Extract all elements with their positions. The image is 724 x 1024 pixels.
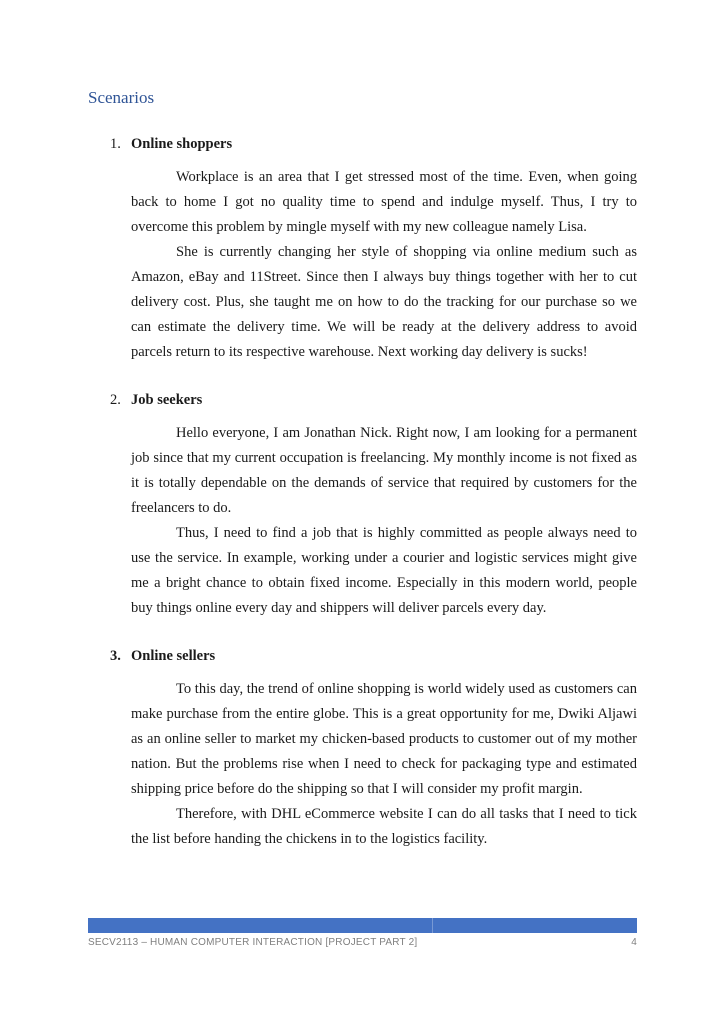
section-online-sellers (88, 644, 637, 852)
footer-course-label: SECV2113 – HUMAN COMPUTER INTERACTION [PROJECT PART 2] (88, 937, 418, 948)
footer-page-number: 4 (631, 937, 637, 948)
paragraph: Workplace is an area that I get stressed most of the time. Even, when going back to home I got no quality time to spend and indulge myself. Thus, I try to overcome this problem by mingle myself with my new colleague namely Lisa. (131, 169, 637, 235)
section-title: Online sellers (131, 648, 216, 664)
paragraph: Thus, I need to find a job that is highly committed as people always need to use the service. In example, working under a courier and logistic services might give me a bright chance to obtain fixed income. Especially in this modern world, people buy things online every day and shippers will deliver parcels every day. (131, 525, 637, 616)
section-number: 1. (110, 136, 121, 152)
section-title: Online shoppers (131, 136, 233, 152)
section-heading (88, 644, 637, 669)
page-footer (88, 937, 637, 948)
page-title: Scenarios (88, 88, 155, 107)
section-heading (88, 132, 637, 157)
section-heading (88, 388, 637, 413)
section-number: 3. (110, 648, 121, 664)
paragraph: Therefore, with DHL eCommerce website I can do all tasks that I need to tick the list before handing the chickens in to the logistics facility. (131, 806, 637, 847)
section-title: Job seekers (131, 392, 203, 408)
section-job-seekers (88, 388, 637, 621)
paragraph: Hello everyone, I am Jonathan Nick. Right now, I am looking for a permanent job since that my current occupation is freelancing. My monthly income is not fixed as it is totally dependable on the demands of service that required by customers for the freelancers to do. (131, 425, 637, 516)
section-online-shoppers (88, 132, 637, 365)
footer-bar-seam (432, 918, 433, 933)
document-content (88, 85, 637, 852)
footer-accent-bar (88, 918, 637, 933)
paragraph: To this day, the trend of online shopping is world widely used as customers can make purchase from the entire globe. This is a great opportunity for me, Dwiki Aljawi as an online seller to market my chicken-based products to customer out of my mother nation. But the problems rise when I need to check for packaging type and estimated shipping price before do the shipping so that I will consider my profit margin. (131, 681, 637, 797)
paragraph: She is currently changing her style of shopping via online medium such as Amazon, eBay and 11Street. Since then I always buy things together with her to cut delivery cost. Plus, she taught me on how to do the tracking for our purchase so we can estimate the delivery time. We will be ready at the delivery address to avoid parcels return to its respective warehouse. Next working day delivery is sucks! (131, 244, 637, 360)
section-number: 2. (110, 392, 121, 408)
